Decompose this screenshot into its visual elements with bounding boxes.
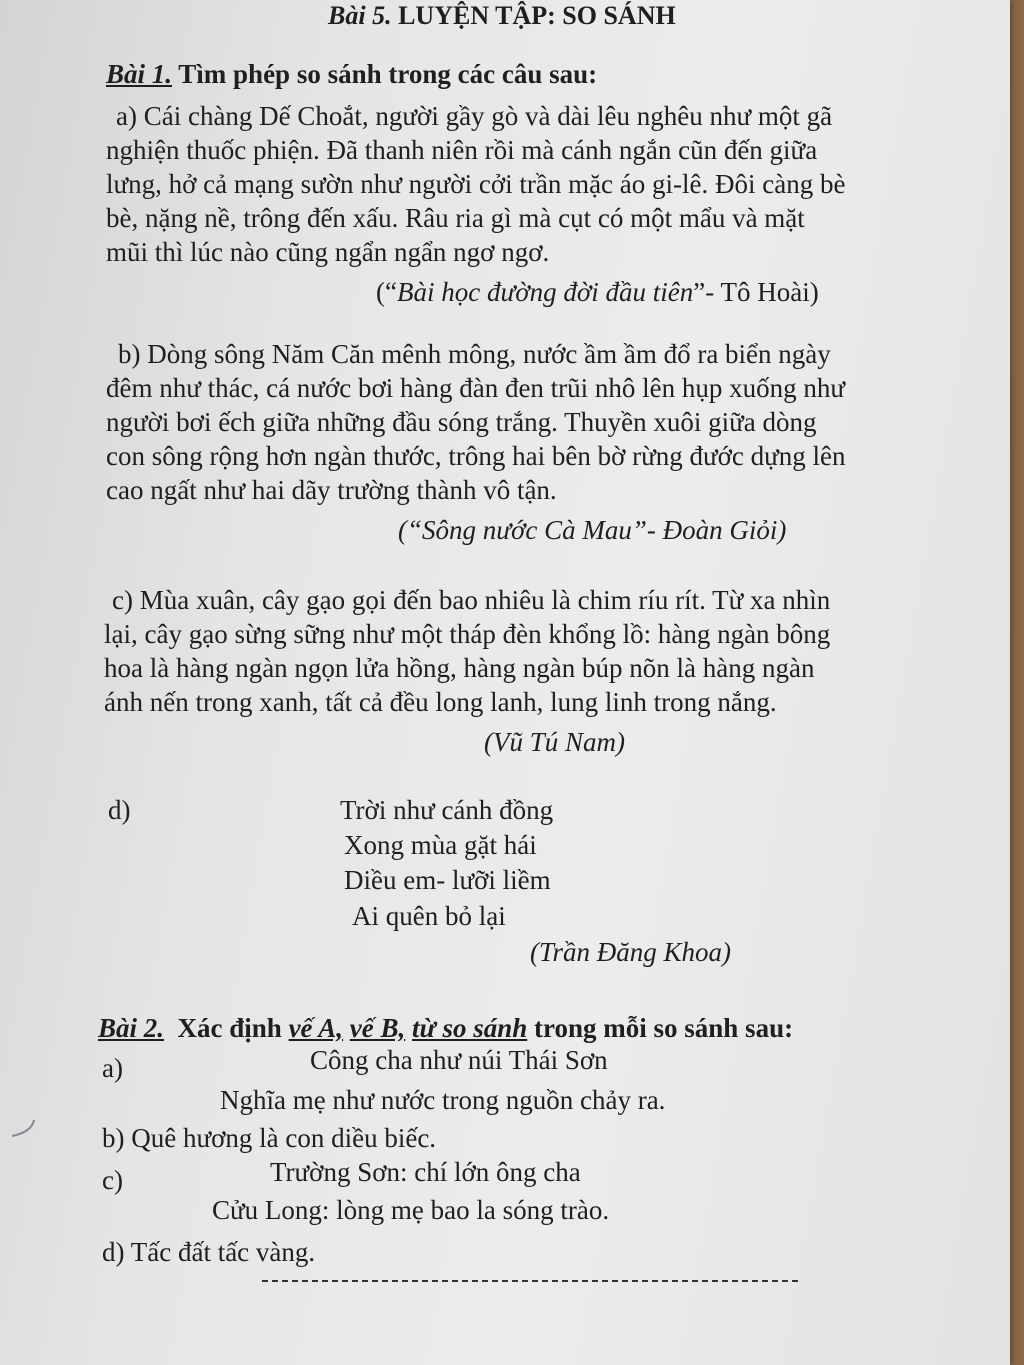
source-open: (“ xyxy=(376,277,397,307)
bai2-c-line-2: Cửu Long: lòng mẹ bao la sóng trào. xyxy=(212,1195,610,1225)
bai2-instruction-end: trong mỗi so sánh sau: xyxy=(534,1013,794,1043)
poem-line-3: Diều em- lưỡi liềm xyxy=(344,865,551,895)
bai1-a-line-1: a) Cái chàng Dế Choắt, người gầy gò và dài lêu nghêu như một gã xyxy=(116,101,833,131)
bai1-b-line-2: đêm như thác, cá nước bơi hàng đàn đen trũi nhô lên hụp xuống như xyxy=(106,373,846,403)
bai1-b-line-5: cao ngất như hai dãy trường thành vô tận. xyxy=(106,475,557,505)
title-prefix: Bài 5. xyxy=(328,1,392,30)
bai1-c-line-4: ánh nến trong xanh, tất cả đều long lanh, lung linh trong nắng. xyxy=(104,687,777,717)
bai2-a-label: a) xyxy=(102,1053,123,1083)
bai1-heading xyxy=(106,58,597,90)
bai2-a-line-1: Công cha như núi Thái Sơn xyxy=(310,1045,608,1075)
page-title xyxy=(328,0,676,32)
bai1-b-line-1: b) Dòng sông Năm Căn mênh mông, nước ầm ầm đổ ra biển ngày xyxy=(118,339,831,369)
bai1-b-line-4: con sông rộng hơn ngàn thước, trông hai bên bờ rừng đước dựng lên xyxy=(106,441,846,471)
bai1-d-label: d) xyxy=(108,795,131,825)
dashed-divider xyxy=(262,1280,798,1282)
pen-mark-icon xyxy=(8,1112,38,1142)
poem-line-2: Xong mùa gặt hái xyxy=(344,830,537,860)
bai1-a-line-4: bè, nặng nề, trông đến xấu. Râu ria gì mà cụt có một mẩu và mặt xyxy=(106,203,805,233)
term-ve-a: vế A, xyxy=(288,1013,344,1043)
bai2-c-line-1: Trường Sơn: chí lớn ông cha xyxy=(270,1157,581,1187)
source-close: ”- Tô Hoài) xyxy=(693,277,819,307)
poem-line-4: Ai quên bỏ lại xyxy=(352,901,506,931)
bai1-c-line-3: hoa là hàng ngàn ngọn lửa hồng, hàng ngàn búp nõn là hàng ngàn xyxy=(104,653,815,683)
bai1-a-line-3: lưng, hở cả mạng sườn như người cởi trần mặc áo gi-lê. Đôi càng bè xyxy=(106,169,846,199)
title-main: LUYỆN TẬP: SO SÁNH xyxy=(398,1,676,30)
bai2-a-line-2: Nghĩa mẹ như nước trong nguồn chảy ra. xyxy=(220,1085,666,1115)
bai2-b-line: b) Quê hương là con diều biếc. xyxy=(102,1123,437,1153)
bai1-a-line-2: nghiện thuốc phiện. Đã thanh niên rồi mà cánh ngắn cũn đến giữa xyxy=(106,135,818,165)
bai2-c-label: c) xyxy=(102,1165,123,1195)
bai1-c-source: (Vũ Tú Nam) xyxy=(484,727,625,757)
bai2-heading xyxy=(98,1012,793,1044)
bai1-a-source xyxy=(376,276,819,308)
bai2-label: Bài 2. xyxy=(98,1013,165,1043)
bai1-a-line-5: mũi thì lúc nào cũng ngẩn ngẩn ngơ ngơ. xyxy=(106,237,550,267)
bai1-instruction: Tìm phép so sánh trong các câu sau: xyxy=(178,59,598,89)
bai1-c-line-1: c) Mùa xuân, cây gạo gọi đến bao nhiêu là chim ríu rít. Từ xa nhìn xyxy=(112,585,831,615)
bai2-d-line: d) Tấc đất tấc vàng. xyxy=(102,1237,316,1267)
bai1-b-source: (“Sông nước Cà Mau”- Đoàn Giỏi) xyxy=(398,515,787,545)
bai1-c-line-2: lại, cây gạo sừng sững như một tháp đèn khổng lồ: hàng ngàn bông xyxy=(104,619,831,649)
term-tu-so-sanh: từ so sánh xyxy=(412,1013,528,1043)
bai1-d-source: (Trần Đăng Khoa) xyxy=(530,937,732,967)
poem-line-1: Trời như cánh đồng xyxy=(340,795,554,825)
term-ve-b: vế B, xyxy=(349,1013,406,1043)
source-work: Bài học đường đời đầu tiên xyxy=(396,277,694,307)
bai1-label: Bài 1. xyxy=(106,59,173,89)
bai2-instruction-start: Xác định xyxy=(177,1013,282,1043)
bai1-b-line-3: người bơi ếch giữa những đầu sóng trắng. Thuyền xuôi giữa dòng xyxy=(106,407,817,437)
